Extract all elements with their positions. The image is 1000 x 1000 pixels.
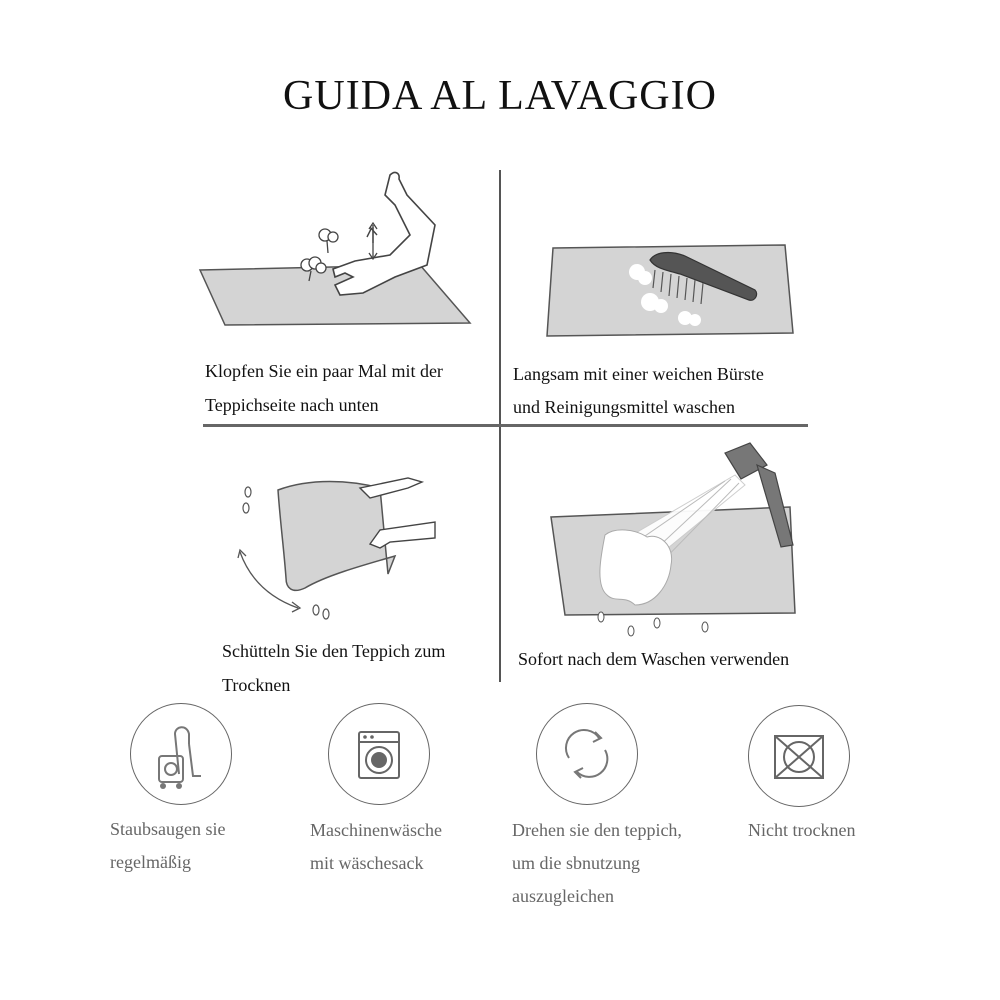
step4-caption-line1: Sofort nach dem Waschen verwenden <box>518 649 790 669</box>
care1-caption-line2: regelmäßig <box>110 852 191 872</box>
care4-caption-line1: Nicht trocknen <box>748 820 856 840</box>
care3-caption-line1: Drehen sie den teppich, <box>512 820 682 840</box>
showering-rug-illustration <box>545 435 805 640</box>
step3-caption-line2: Trocknen <box>222 675 291 695</box>
horizontal-divider <box>203 424 808 427</box>
no-tumble-dry-icon <box>748 705 850 807</box>
care1-caption-line1: Staubsaugen sie <box>110 819 226 839</box>
rotate-arrows-icon <box>536 703 638 805</box>
care2-caption-line2: mit wäschesack <box>310 853 424 873</box>
step2-caption-line2: und Reinigungsmittel waschen <box>513 397 735 417</box>
step1-caption-line1: Klopfen Sie ein paar Mal mit der <box>205 361 443 381</box>
washing-machine-icon <box>328 703 430 805</box>
step3-caption-line1: Schütteln Sie den Teppich zum <box>222 641 446 661</box>
vacuum-cleaner-icon <box>130 703 232 805</box>
beating-rug-illustration <box>195 165 485 335</box>
step1-caption-line2: Teppichseite nach unten <box>205 395 379 415</box>
brushing-rug-illustration <box>545 240 805 340</box>
shaking-rug-illustration <box>230 470 445 645</box>
care2-caption-line1: Maschinenwäsche <box>310 820 442 840</box>
step2-caption-line1: Langsam mit einer weichen Bürste <box>513 364 764 384</box>
page-title: GUIDA AL LAVAGGIO <box>283 73 717 119</box>
care3-caption-line2: um die sbnutzung <box>512 853 640 873</box>
care3-caption-line3: auszugleichen <box>512 886 614 906</box>
